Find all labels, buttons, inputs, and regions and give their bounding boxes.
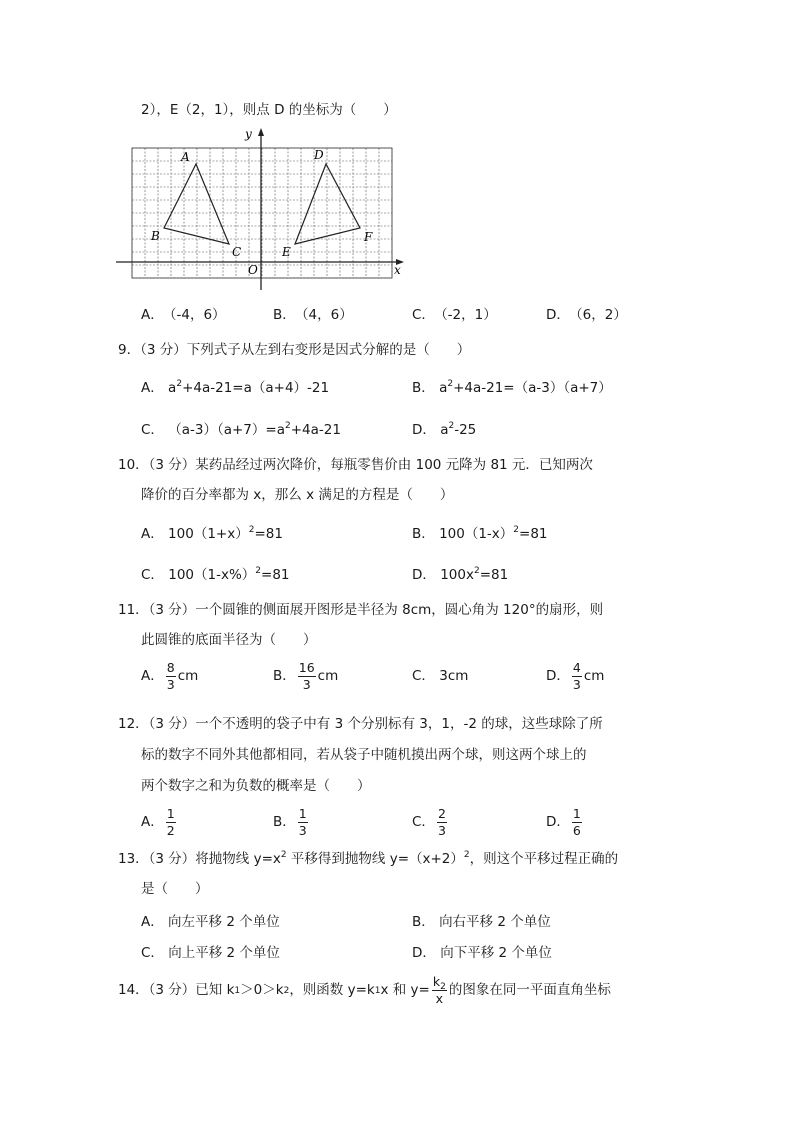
q9-stem: 9．（3 分）下列式子从左到右变形是因式分解的是（ ） bbox=[118, 342, 471, 358]
q10-stem-line2: 降价的百分率都为 x，那么 x 满足的方程是（ ） bbox=[141, 487, 454, 503]
q12-stem-line2: 标的数字不同外其他都相同，若从袋子中随机摸出两个球，则这两个球上的 bbox=[141, 747, 587, 763]
q12-option-c[interactable]: C． $\frac{2}{3}$ bbox=[412, 806, 446, 838]
q14-fraction: $\frac{k_2}{x}$ bbox=[432, 974, 446, 1006]
q8-stem-tail: 2），E（2，1），则点 D 的坐标为（ ） bbox=[141, 102, 397, 118]
q8-option-d[interactable]: D． （6，2） bbox=[546, 307, 627, 323]
q8-option-a[interactable]: A． （-4，6） bbox=[141, 307, 226, 323]
q11-stem-line1: 11．（3 分）一个圆锥的侧面展开图形是半径为 8cm，圆心角为 120°的扇形，则 bbox=[118, 602, 604, 618]
q13-option-c[interactable]: C． 向上平移 2 个单位 bbox=[141, 945, 280, 961]
q13-option-b[interactable]: B． 向右平移 2 个单位 bbox=[412, 914, 551, 930]
q8-coordinate-figure bbox=[112, 124, 412, 296]
label-f: F bbox=[364, 230, 373, 244]
q8-option-c[interactable]: C． （-2，1） bbox=[412, 307, 497, 323]
q12-option-b[interactable]: B． $\frac{1}{3}$ bbox=[273, 806, 307, 838]
label-y-axis: y bbox=[245, 127, 252, 141]
q9-option-d[interactable]: D． $a^2-25$ bbox=[412, 421, 477, 438]
q9-option-a[interactable]: A． $a^2+4a-21=a(a+4)-21$ bbox=[141, 379, 330, 396]
axes bbox=[116, 128, 404, 290]
q11-option-c[interactable]: C． 3cm bbox=[412, 668, 469, 684]
q12-option-d[interactable]: D． $\frac{1}{6}$ bbox=[546, 806, 581, 838]
q13-option-a[interactable]: A． 向左平移 2 个单位 bbox=[141, 914, 280, 930]
q10-option-b[interactable]: B． $100(1-x)^2=81$ bbox=[412, 525, 548, 542]
q8-option-b[interactable]: B． （4，6） bbox=[273, 307, 353, 323]
q12-stem-line3: 两个数字之和为负数的概率是（ ） bbox=[141, 778, 371, 794]
label-e: E bbox=[282, 245, 291, 259]
q9-option-c[interactable]: C． $(a-3)(a+7)=a^2+4a-21$ bbox=[141, 421, 341, 438]
label-d: D bbox=[314, 148, 324, 162]
q12-stem-line1: 12．（3 分）一个不透明的袋子中有 3 个分别标有 3，1，-2 的球，这些球除了所 bbox=[118, 716, 603, 732]
triangle-def bbox=[295, 164, 360, 244]
q13-option-d[interactable]: D． 向下平移 2 个单位 bbox=[412, 945, 552, 961]
q11-option-a[interactable]: A． $\frac{8}{3}$ cm bbox=[141, 660, 199, 692]
q13-stem-line2: 是（ ） bbox=[141, 881, 209, 897]
label-x-axis: x bbox=[394, 263, 401, 277]
triangle-abc bbox=[164, 164, 229, 244]
label-b: B bbox=[151, 229, 160, 243]
q11-option-d[interactable]: D． $\frac{4}{3}$ cm bbox=[546, 660, 605, 692]
label-c: C bbox=[232, 245, 242, 259]
q14-stem: 14．（3 分）已知 k 1 ＞0＞k 2 ，则函数 y=k 1 x 和 y= $\frac{k_2}{x}$ 的图象在同一平面直角坐标 bbox=[118, 974, 611, 1006]
q11-option-b[interactable]: B． $\frac{16}{3}$ cm bbox=[273, 660, 339, 692]
q9-option-b[interactable]: B． $a^2+4a-21=(a-3)(a+7)$ bbox=[412, 379, 612, 396]
q10-stem-line1: 10．（3 分）某药品经过两次降价，每瓶零售价由 100 元降为 81 元．已知两次 bbox=[118, 457, 593, 473]
q10-option-c[interactable]: C． $100(1-x\%)^2=81$ bbox=[141, 566, 290, 583]
label-origin: O bbox=[248, 263, 258, 277]
q10-option-d[interactable]: D． $100x^2=81$ bbox=[412, 566, 509, 583]
q13-stem-line1: 13．（3 分）将抛物线 $y=x^2$ 平移得到抛物线 $y=(x+2)^2$，则这个平移过程正确的 bbox=[118, 850, 619, 867]
label-a: A bbox=[181, 150, 190, 164]
q11-stem-line2: 此圆锥的底面半径为（ ） bbox=[141, 632, 317, 648]
q10-option-a[interactable]: A． $100(1+x)^2=81$ bbox=[141, 525, 283, 542]
q12-option-a[interactable]: A． $\frac{1}{2}$ bbox=[141, 806, 175, 838]
